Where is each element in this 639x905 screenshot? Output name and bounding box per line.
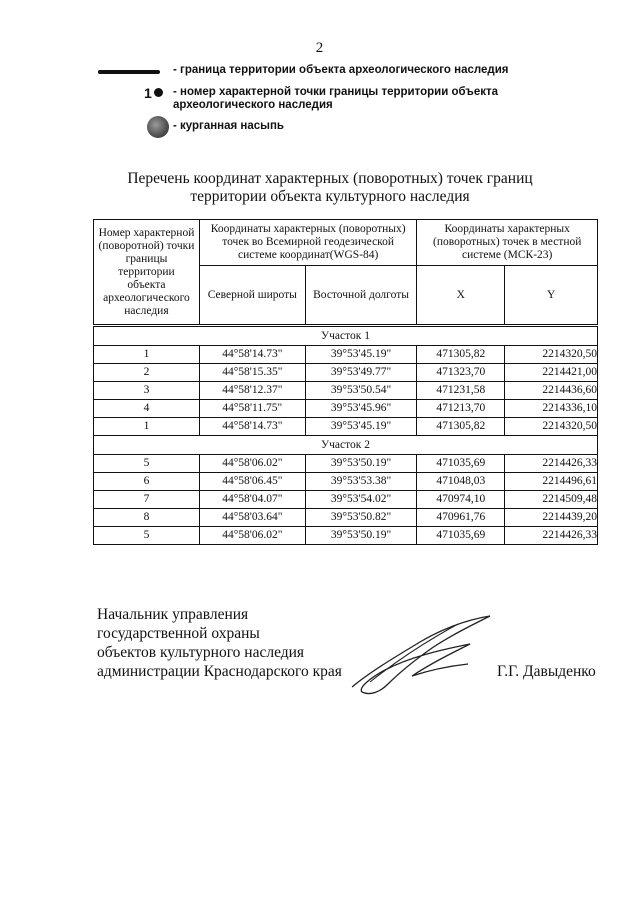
cell-number: 1 <box>94 418 200 436</box>
page-number: 2 <box>315 40 324 56</box>
point-symbol <box>144 85 163 101</box>
cell-number: 5 <box>94 527 200 545</box>
header-x: X <box>417 266 505 326</box>
cell-number: 3 <box>94 382 200 400</box>
section-row <box>94 326 598 346</box>
header-north: Северной широты <box>199 266 305 326</box>
cell-north: 44°58'12.37" <box>199 382 305 400</box>
cell-east: 39°53'49.77" <box>305 364 417 382</box>
cell-number: 1 <box>94 346 200 364</box>
header-wgs: Координаты характерных (поворотных) точек во Всемирной геодезической системе координат(WGS-84) <box>199 220 416 266</box>
mound-icon <box>147 116 169 138</box>
signature-image <box>340 612 500 697</box>
cell-y: 2214509,48 <box>505 491 598 509</box>
table-row <box>94 346 598 364</box>
list-title: Перечень координат характерных (поворотных) точек границ территории объекта культурного наследия <box>127 170 533 205</box>
section-title: Участок 1 <box>94 326 598 346</box>
cell-x: 471305,82 <box>417 346 505 364</box>
dot-icon <box>154 88 163 97</box>
table-row <box>94 527 598 545</box>
cell-x: 471035,69 <box>417 527 505 545</box>
cell-east: 39°53'45.96" <box>305 400 417 418</box>
point-symbol-label: 1 <box>144 85 152 101</box>
table-row <box>94 400 598 418</box>
table-row <box>94 364 598 382</box>
header-east: Восточной долготы <box>305 266 417 326</box>
legend-boundary-text: - граница территории объекта археологического наследия <box>173 64 509 76</box>
cell-east: 39°53'50.54" <box>305 382 417 400</box>
cell-north: 44°58'06.45" <box>199 473 305 491</box>
cell-north: 44°58'06.02" <box>199 455 305 473</box>
cell-x: 471305,82 <box>417 418 505 436</box>
cell-y: 2214436,60 <box>505 382 598 400</box>
legend-boundary <box>98 64 618 86</box>
cell-y: 2214426,33 <box>505 527 598 545</box>
cell-y: 2214320,50 <box>505 418 598 436</box>
cell-east: 39°53'54.02" <box>305 491 417 509</box>
cell-number: 6 <box>94 473 200 491</box>
cell-x: 470974,10 <box>417 491 505 509</box>
table-row <box>94 455 598 473</box>
cell-north: 44°58'14.73" <box>199 346 305 364</box>
signer-block <box>97 605 377 681</box>
cell-number: 4 <box>94 400 200 418</box>
cell-x: 471323,70 <box>417 364 505 382</box>
signature-stroke <box>370 624 458 682</box>
section-title: Участок 2 <box>94 436 598 455</box>
cell-number: 5 <box>94 455 200 473</box>
table-row <box>94 418 598 436</box>
cell-x: 471048,03 <box>417 473 505 491</box>
cell-number: 2 <box>94 364 200 382</box>
legend-point-text: - номер характерной точки границы территории объекта археологического наследия <box>173 86 498 111</box>
cell-y: 2214426,33 <box>505 455 598 473</box>
cell-east: 39°53'50.19" <box>305 527 417 545</box>
cell-x: 471231,58 <box>417 382 505 400</box>
cell-north: 44°58'03.64" <box>199 509 305 527</box>
header-row-1 <box>94 220 598 266</box>
table-row <box>94 509 598 527</box>
signer-line: государственной охраны <box>97 625 260 642</box>
cell-x: 470961,76 <box>417 509 505 527</box>
boundary-line-symbol <box>98 70 160 74</box>
legend <box>98 64 618 142</box>
section-row <box>94 436 598 455</box>
legend-mound-text: - курганная насыпь <box>173 120 285 132</box>
cell-north: 44°58'15.35" <box>199 364 305 382</box>
header-number: Номер характерной (поворотной) точки границы территории объекта археологического наследия <box>94 220 200 326</box>
signer-line: объектов культурного наследия <box>97 644 305 661</box>
cell-x: 471035,69 <box>417 455 505 473</box>
cell-y: 2214336,10 <box>505 400 598 418</box>
table-row <box>94 491 598 509</box>
cell-y: 2214439,20 <box>505 509 598 527</box>
cell-north: 44°58'14.73" <box>199 418 305 436</box>
cell-north: 44°58'11.75" <box>199 400 305 418</box>
cell-north: 44°58'06.02" <box>199 527 305 545</box>
cell-east: 39°53'53.38" <box>305 473 417 491</box>
cell-number: 7 <box>94 491 200 509</box>
signature-stroke <box>352 616 490 694</box>
coordinates-table <box>93 219 598 545</box>
cell-north: 44°58'04.07" <box>199 491 305 509</box>
signer-name: Г.Г. Давыденко <box>497 663 596 680</box>
header-y: Y <box>505 266 598 326</box>
table-row <box>94 473 598 491</box>
signer-line: Начальник управления <box>97 606 249 623</box>
cell-y: 2214421,00 <box>505 364 598 382</box>
cell-y: 2214496,61 <box>505 473 598 491</box>
cell-number: 8 <box>94 509 200 527</box>
cell-east: 39°53'50.19" <box>305 455 417 473</box>
signer-line: администрации Краснодарского края <box>97 663 342 680</box>
cell-east: 39°53'50.82" <box>305 509 417 527</box>
header-msk: Координаты характерных (поворотных) точек в местной системе (МСК-23) <box>417 220 598 266</box>
table-row <box>94 382 598 400</box>
legend-point <box>98 86 618 120</box>
legend-mound <box>98 120 618 142</box>
cell-y: 2214320,50 <box>505 346 598 364</box>
cell-east: 39°53'45.19" <box>305 346 417 364</box>
cell-x: 471213,70 <box>417 400 505 418</box>
cell-east: 39°53'45.19" <box>305 418 417 436</box>
